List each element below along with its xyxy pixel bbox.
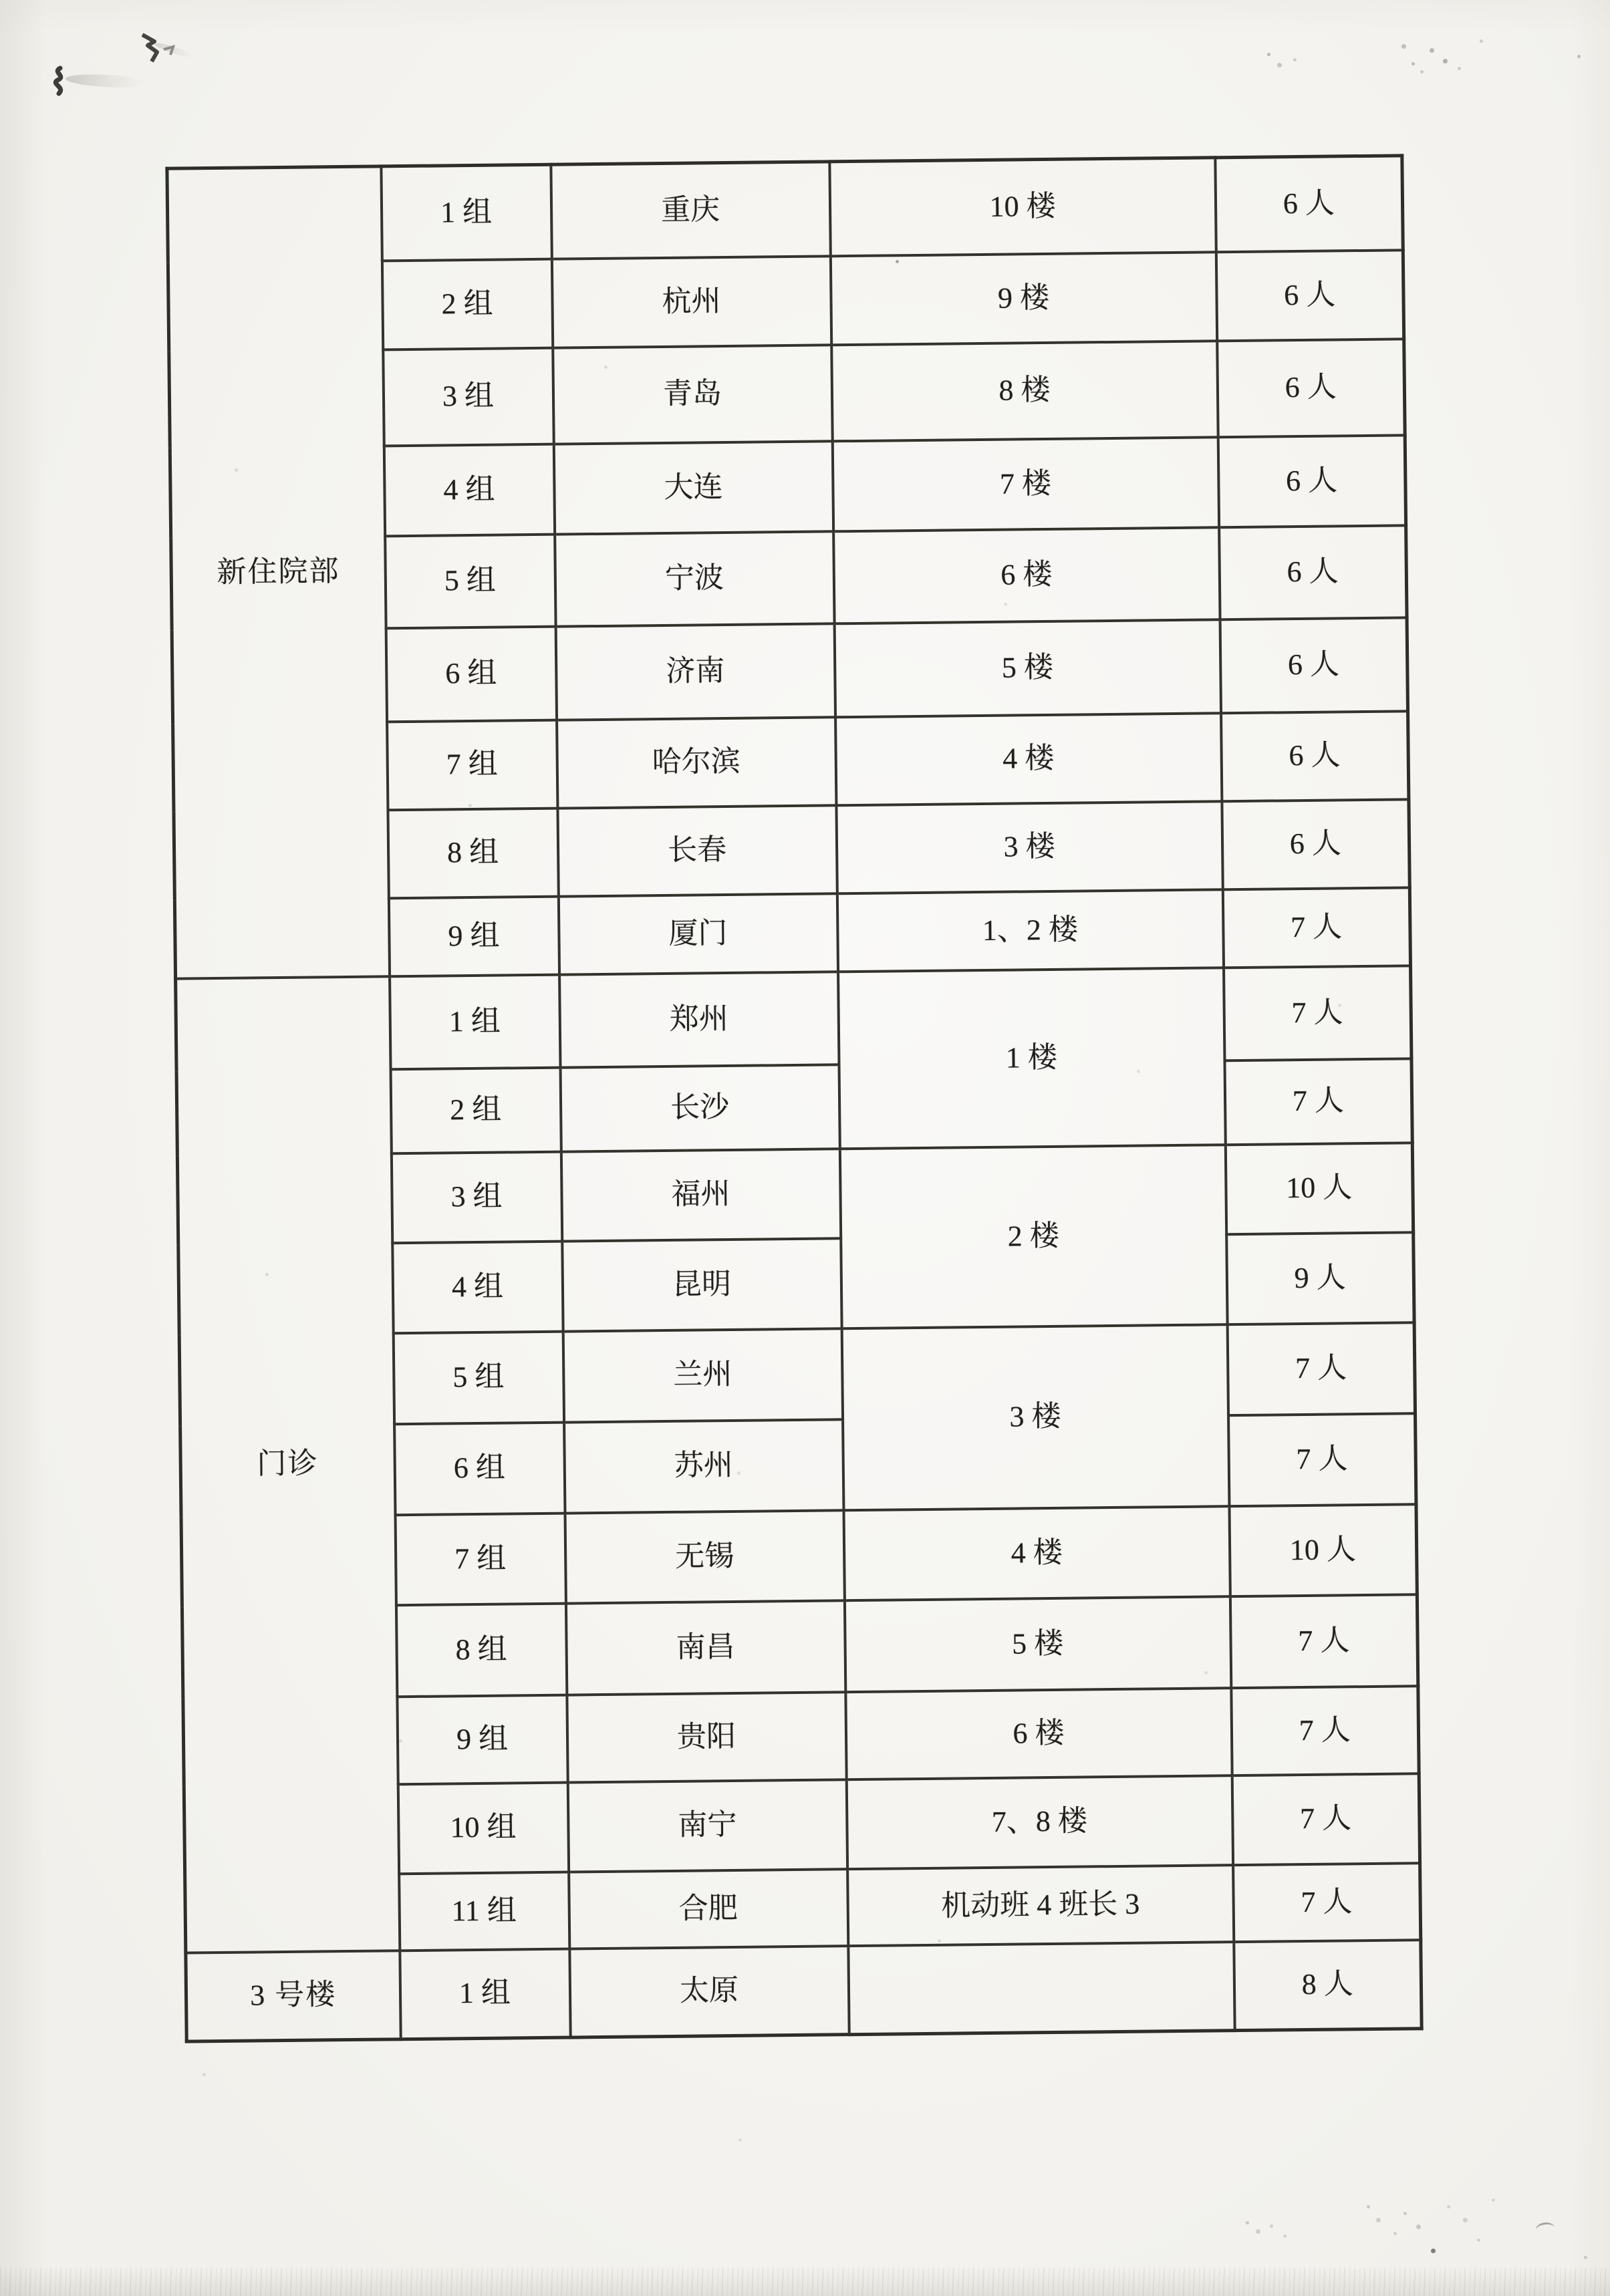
table-row <box>186 1940 1422 2041</box>
group-cell: 8 组 <box>396 1603 566 1697</box>
city-cell: 长沙 <box>560 1064 839 1151</box>
city-cell: 杭州 <box>551 256 831 347</box>
floor-cell: 1 楼 <box>838 968 1226 1149</box>
people-cell: 9 人 <box>1226 1232 1414 1324</box>
people-cell: 6 人 <box>1217 339 1405 437</box>
floor-cell: 3 楼 <box>836 801 1222 893</box>
people-cell: 7 人 <box>1228 1413 1416 1506</box>
group-cell: 3 组 <box>391 1151 561 1243</box>
city-cell: 济南 <box>555 623 835 720</box>
people-cell: 7 人 <box>1231 1686 1419 1775</box>
people-cell: 7 人 <box>1224 1058 1412 1145</box>
city-cell: 昆明 <box>562 1238 841 1331</box>
floor-cell: 10 楼 <box>829 158 1216 256</box>
group-cell: 2 组 <box>390 1067 561 1153</box>
people-cell: 6 人 <box>1218 435 1405 527</box>
city-cell: 厦门 <box>558 893 837 974</box>
city-cell: 青岛 <box>553 345 832 444</box>
group-cell: 9 组 <box>397 1695 567 1784</box>
group-cell: 4 组 <box>392 1241 563 1333</box>
people-cell: 10 人 <box>1229 1504 1417 1596</box>
group-cell: 8 组 <box>388 808 558 898</box>
city-cell: 贵阳 <box>567 1692 846 1782</box>
section-cell: 3 号楼 <box>186 1951 400 2041</box>
people-cell: 7 人 <box>1230 1594 1418 1688</box>
floor-cell: 7 楼 <box>832 437 1218 531</box>
people-cell: 7 人 <box>1232 1773 1420 1865</box>
group-cell: 1 组 <box>390 974 560 1069</box>
duty-roster-table <box>165 154 1423 2043</box>
group-cell: 1 组 <box>400 1949 570 2039</box>
pencil-smudge <box>65 73 146 89</box>
pencil-smudge <box>154 41 194 59</box>
group-cell: 5 组 <box>393 1331 563 1424</box>
floor-cell: 7、8 楼 <box>846 1775 1232 1869</box>
group-cell: 10 组 <box>398 1782 568 1874</box>
city-cell: 南昌 <box>565 1600 845 1695</box>
people-cell: 6 人 <box>1215 156 1403 252</box>
group-cell: 5 组 <box>385 534 555 628</box>
city-cell: 重庆 <box>551 162 830 259</box>
city-cell: 兰州 <box>563 1328 842 1422</box>
city-cell: 宁波 <box>555 531 834 626</box>
ink-blot-mark <box>47 65 74 99</box>
floor-cell: 5 楼 <box>844 1596 1230 1692</box>
city-cell: 哈尔滨 <box>557 717 836 808</box>
people-cell: 7 人 <box>1233 1863 1421 1942</box>
floor-cell: 9 楼 <box>830 252 1216 345</box>
group-cell: 7 组 <box>395 1513 565 1605</box>
table-container <box>165 154 1420 2039</box>
group-cell: 4 组 <box>384 444 554 536</box>
city-cell: 长春 <box>557 805 837 896</box>
city-cell: 福州 <box>561 1149 840 1241</box>
city-cell: 大连 <box>553 441 833 534</box>
scan-edge-noise <box>0 2268 1610 2296</box>
section-cell: 门诊 <box>176 976 400 1953</box>
floor-cell: 3 楼 <box>841 1324 1229 1510</box>
people-cell: 7 人 <box>1227 1322 1415 1415</box>
people-cell: 6 人 <box>1221 711 1409 801</box>
floor-cell: 8 楼 <box>831 341 1218 441</box>
floor-cell <box>848 1942 1234 2035</box>
city-cell: 无锡 <box>565 1510 844 1603</box>
floor-cell: 6 楼 <box>833 527 1220 623</box>
floor-cell: 6 楼 <box>845 1688 1232 1779</box>
city-cell: 合肥 <box>569 1869 848 1949</box>
table-row <box>176 966 1412 1071</box>
table-row <box>167 156 1403 263</box>
group-cell: 2 组 <box>382 259 552 349</box>
floor-cell: 机动班 4 班长 3 <box>847 1865 1234 1946</box>
scan-dust-specks-bottom <box>0 0 2 2</box>
people-cell: 6 人 <box>1216 250 1403 341</box>
floor-cell: 2 楼 <box>839 1145 1227 1328</box>
city-cell: 太原 <box>569 1946 849 2037</box>
group-cell: 7 组 <box>387 720 557 810</box>
people-cell: 10 人 <box>1225 1143 1413 1234</box>
group-cell: 1 组 <box>381 164 551 261</box>
floor-cell: 4 楼 <box>835 713 1222 805</box>
city-cell: 南宁 <box>567 1779 847 1872</box>
floor-cell: 4 楼 <box>843 1506 1230 1600</box>
pencil-tick-mark <box>1535 2221 1555 2237</box>
people-cell: 6 人 <box>1219 525 1407 619</box>
floor-cell: 5 楼 <box>834 619 1220 717</box>
group-cell: 11 组 <box>399 1872 569 1951</box>
group-cell: 6 组 <box>386 626 556 722</box>
group-cell: 3 组 <box>383 347 553 446</box>
people-cell: 7 人 <box>1224 966 1412 1060</box>
people-cell: 8 人 <box>1234 1940 1422 2031</box>
floor-cell: 1、2 楼 <box>837 889 1223 972</box>
city-cell: 郑州 <box>559 972 839 1067</box>
group-cell: 6 组 <box>394 1422 565 1515</box>
people-cell: 6 人 <box>1220 617 1407 713</box>
group-cell: 9 组 <box>388 896 559 976</box>
people-cell: 7 人 <box>1222 887 1410 968</box>
city-cell: 苏州 <box>564 1419 843 1513</box>
people-cell: 6 人 <box>1222 799 1410 889</box>
section-cell: 新住院部 <box>167 166 390 978</box>
